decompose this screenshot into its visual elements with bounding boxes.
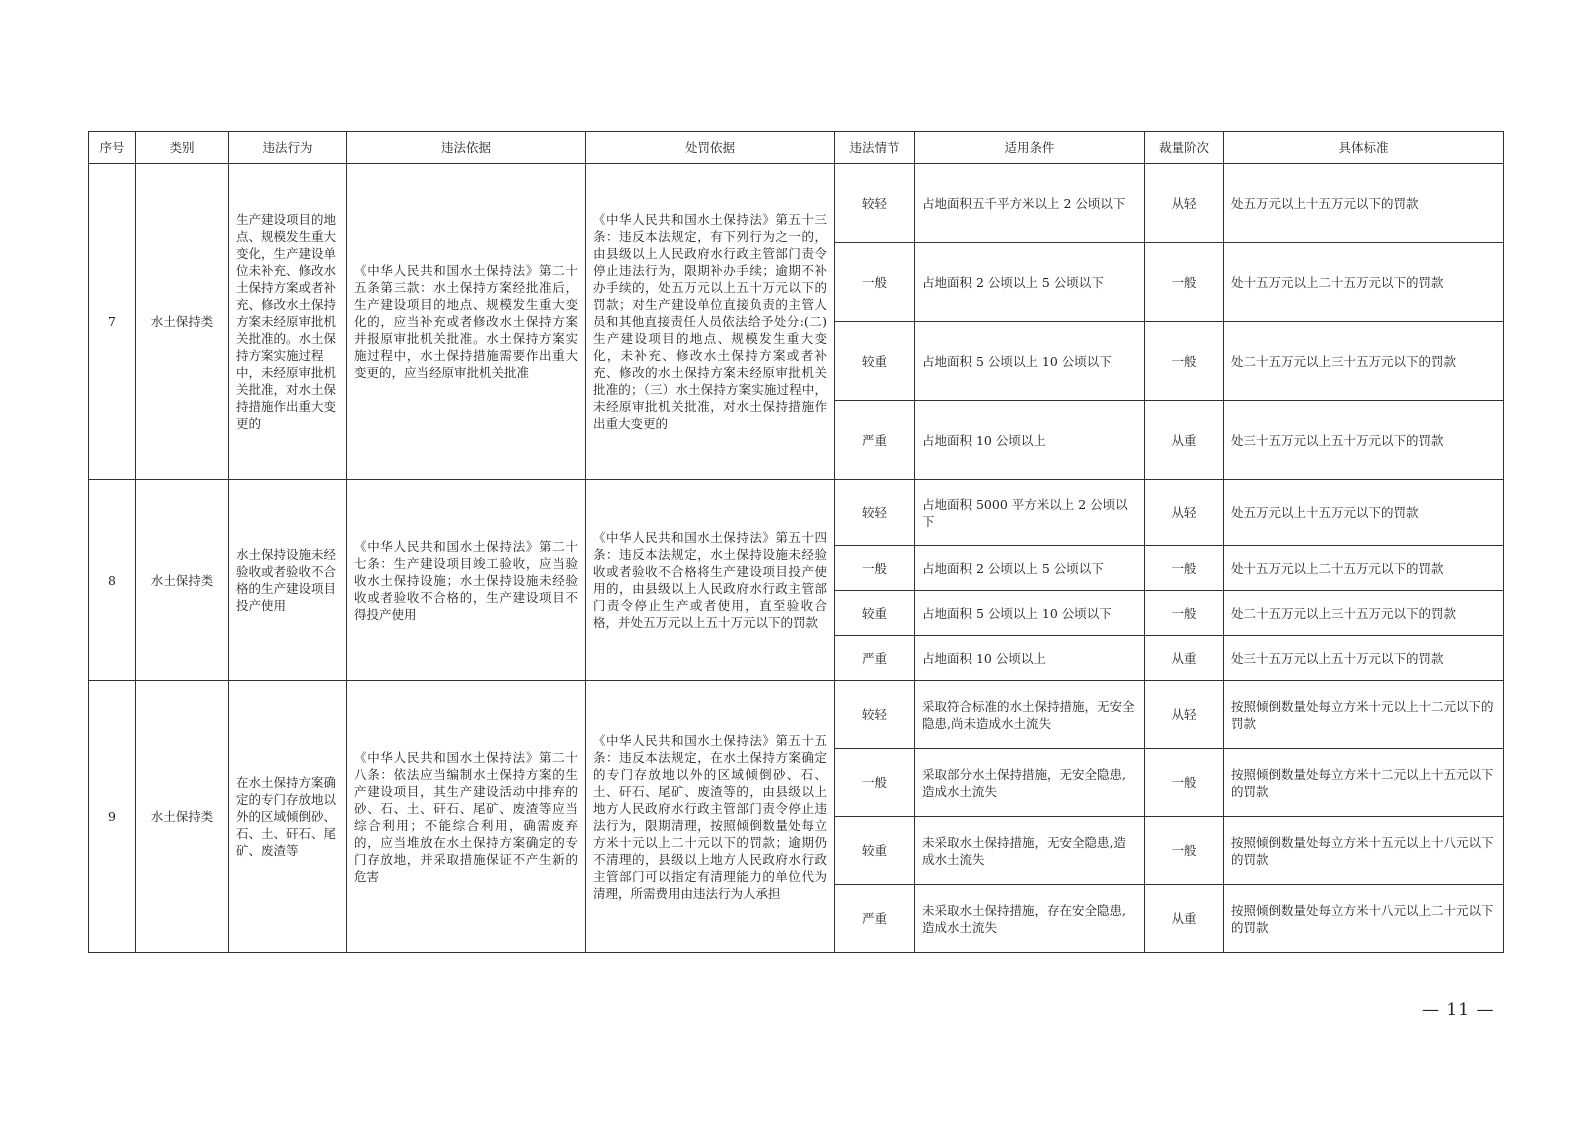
row-behavior: 水土保持设施未经验收或者验收不合格的生产建设项目投产使用	[229, 480, 347, 681]
level-condition: 占地面积 10 公顷以上	[915, 401, 1145, 480]
row-number: 7	[89, 164, 136, 480]
header-no: 序号	[89, 132, 136, 164]
level-tier: 一般	[1145, 817, 1224, 885]
level-circumstance: 严重	[835, 636, 915, 681]
table-row	[89, 480, 1504, 546]
level-tier: 一般	[1145, 546, 1224, 591]
level-tier: 一般	[1145, 322, 1224, 401]
level-condition: 占地面积 2 公顷以上 5 公顷以下	[915, 546, 1145, 591]
level-circumstance: 严重	[835, 401, 915, 480]
level-condition: 占地面积 5000 平方米以上 2 公顷以下	[915, 480, 1145, 546]
level-standard: 按照倾倒数量处每立方米十元以上十二元以下的罚款	[1224, 681, 1504, 749]
row-illegal-basis: 《中华人民共和国水土保持法》第二十八条：依法应当编制水土保持方案的生产建设项目，其生产建设活动中排弃的砂、石、土、矸石、尾矿、废渣等应当综合利用；不能综合利用，确需废弃的，应当堆放在水土保持方案确定的专门存放地，并采取措施保证不产生新的危害	[347, 681, 586, 953]
row-category: 水土保持类	[136, 480, 229, 681]
level-circumstance: 严重	[835, 885, 915, 953]
header-tier: 裁量阶次	[1145, 132, 1224, 164]
level-circumstance: 较轻	[835, 480, 915, 546]
level-tier: 从重	[1145, 636, 1224, 681]
level-circumstance: 较轻	[835, 164, 915, 243]
level-tier: 从轻	[1145, 164, 1224, 243]
level-condition: 占地面积五千平方米以上 2 公顷以下	[915, 164, 1145, 243]
row-behavior: 生产建设项目的地点、规模发生重大变化，生产建设单位未补充、修改水土保持方案或者补充、修改水土保持方案未经原审批机关批准的。水土保持方案实施过程中，未经原审批机关批准，对水土保持措施作出重大变更的	[229, 164, 347, 480]
level-tier: 一般	[1145, 243, 1224, 322]
header-circumstance: 违法情节	[835, 132, 915, 164]
row-penalty-basis: 《中华人民共和国水土保持法》第五十五条：违反本法规定，在水土保持方案确定的专门存放地以外的区域倾倒砂、石、土、矸石、尾矿、废渣等的，由县级以上地方人民政府水行政主管部门责令停止违法行为，限期清理，按照倾倒数量处每立方米十元以上二十元以下的罚款；逾期仍不清理的，县级以上地方人民政府水行政主管部门可以指定有清理能力的单位代为清理，所需费用由违法行为人承担	[586, 681, 835, 953]
level-tier: 从重	[1145, 401, 1224, 480]
level-condition: 未采取水土保持措施，无安全隐患,造成水土流失	[915, 817, 1145, 885]
level-standard: 处三十五万元以上五十万元以下的罚款	[1224, 401, 1504, 480]
level-standard: 处十五万元以上二十五万元以下的罚款	[1224, 546, 1504, 591]
row-behavior: 在水土保持方案确定的专门存放地以外的区域倾倒砂、石、土、矸石、尾矿、废渣等	[229, 681, 347, 953]
level-condition: 占地面积 2 公顷以上 5 公顷以下	[915, 243, 1145, 322]
level-circumstance: 一般	[835, 243, 915, 322]
level-circumstance: 较轻	[835, 681, 915, 749]
level-standard: 处五万元以上十五万元以下的罚款	[1224, 164, 1504, 243]
level-tier: 一般	[1145, 591, 1224, 636]
row-category: 水土保持类	[136, 164, 229, 480]
level-tier: 一般	[1145, 749, 1224, 817]
header-illegal-basis: 违法依据	[347, 132, 586, 164]
level-standard: 处三十五万元以上五十万元以下的罚款	[1224, 636, 1504, 681]
level-tier: 从轻	[1145, 480, 1224, 546]
penalty-standards-table	[88, 131, 1504, 953]
level-standard: 处二十五万元以上三十五万元以下的罚款	[1224, 322, 1504, 401]
level-circumstance: 较重	[835, 591, 915, 636]
level-condition: 采取部分水土保持措施，无安全隐患,造成水土流失	[915, 749, 1145, 817]
level-condition: 占地面积 10 公顷以上	[915, 636, 1145, 681]
level-tier: 从轻	[1145, 681, 1224, 749]
row-number: 9	[89, 681, 136, 953]
header-penalty-basis: 处罚依据	[586, 132, 835, 164]
header-behavior: 违法行为	[229, 132, 347, 164]
level-condition: 占地面积 5 公顷以上 10 公顷以下	[915, 322, 1145, 401]
level-standard: 按照倾倒数量处每立方米十二元以上十五元以下的罚款	[1224, 749, 1504, 817]
table-header-row	[89, 132, 1504, 164]
level-standard: 处二十五万元以上三十五万元以下的罚款	[1224, 591, 1504, 636]
page-number: — 11 —	[1422, 1000, 1495, 1020]
level-condition: 未采取水土保持措施，存在安全隐患,造成水土流失	[915, 885, 1145, 953]
level-circumstance: 较重	[835, 322, 915, 401]
level-circumstance: 较重	[835, 817, 915, 885]
row-penalty-basis: 《中华人民共和国水土保持法》第五十三条：违反本法规定，有下列行为之一的，由县级以上人民政府水行政主管部门责令停止违法行为，限期补办手续；逾期不补办手续的，处五万元以上五十万元以下的罚款；对生产建设单位直接负责的主管人员和其他直接责任人员依法给予处分:(二)生产建设项目的地点、规模发生重大变化，未补充、修改水土保持方案或者补充、修改的水土保持方案未经原审批机关批准的；（三）水土保持方案实施过程中，未经原审批机关批准，对水土保持措施作出重大变更的	[586, 164, 835, 480]
row-penalty-basis: 《中华人民共和国水土保持法》第五十四条：违反本法规定，水土保持设施未经验收或者验收不合格将生产建设项目投产使用的，由县级以上人民政府水行政主管部门责令停止生产或者使用，直至验收合格，并处五万元以上五十万元以下的罚款	[586, 480, 835, 681]
level-standard: 按照倾倒数量处每立方米十五元以上十八元以下的罚款	[1224, 817, 1504, 885]
level-tier: 从重	[1145, 885, 1224, 953]
level-standard: 处十五万元以上二十五万元以下的罚款	[1224, 243, 1504, 322]
header-standard: 具体标准	[1224, 132, 1504, 164]
header-condition: 适用条件	[915, 132, 1145, 164]
row-illegal-basis: 《中华人民共和国水土保持法》第二十七条：生产建设项目竣工验收，应当验收水土保持设施；水土保持设施未经验收或者验收不合格的，生产建设项目不得投产使用	[347, 480, 586, 681]
header-category: 类别	[136, 132, 229, 164]
level-circumstance: 一般	[835, 546, 915, 591]
row-illegal-basis: 《中华人民共和国水土保持法》第二十五条第三款：水土保持方案经批准后，生产建设项目的地点、规模发生重大变化的，应当补充或者修改水土保持方案并报原审批机关批准。水土保持方案实施过程中，水土保持措施需要作出重大变更的，应当经原审批机关批准	[347, 164, 586, 480]
level-standard: 按照倾倒数量处每立方米十八元以上二十元以下的罚款	[1224, 885, 1504, 953]
table-row	[89, 164, 1504, 243]
row-category: 水土保持类	[136, 681, 229, 953]
table-row	[89, 681, 1504, 749]
level-circumstance: 一般	[835, 749, 915, 817]
level-condition: 采取符合标准的水土保持措施，无安全隐患,尚未造成水土流失	[915, 681, 1145, 749]
level-standard: 处五万元以上十五万元以下的罚款	[1224, 480, 1504, 546]
level-condition: 占地面积 5 公顷以上 10 公顷以下	[915, 591, 1145, 636]
row-number: 8	[89, 480, 136, 681]
